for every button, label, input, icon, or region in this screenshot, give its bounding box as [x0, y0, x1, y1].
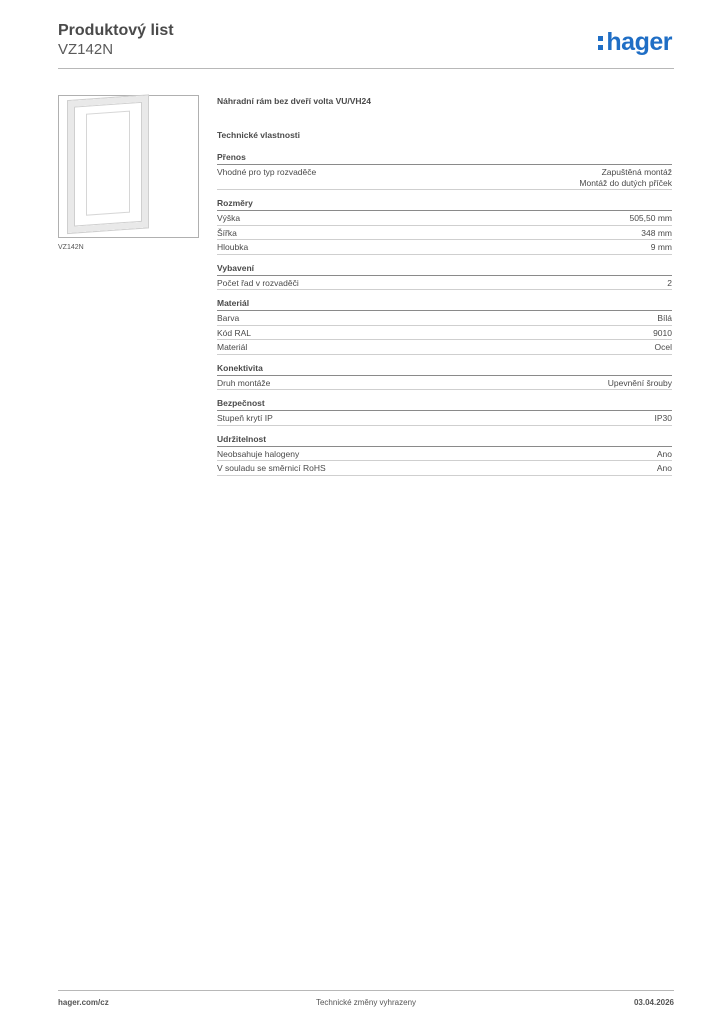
spec-group [217, 298, 672, 355]
hager-logo [598, 28, 672, 57]
spec-value: Ano [656, 448, 672, 459]
logo-dots-icon [598, 32, 604, 52]
spec-value: IP30 [654, 413, 672, 423]
spec-group [217, 263, 672, 291]
technical-properties-heading: Technické vlastnosti [217, 130, 300, 140]
product-image-caption: VZ142N [58, 244, 84, 251]
product-name: Náhradní rám bez dveří volta VU/VH24 [217, 96, 371, 106]
spec-row [217, 311, 672, 326]
spec-group [217, 363, 672, 391]
page-header [58, 20, 674, 68]
spec-row [217, 340, 672, 355]
spec-label: V souladu se směrnicí RoHS [217, 463, 326, 473]
spec-groups [217, 152, 672, 476]
spec-group-title: Materiál [217, 298, 672, 311]
spec-value: 348 mm [641, 227, 672, 238]
footer-website: hager.com/cz [58, 998, 109, 1007]
spec-row [217, 240, 672, 255]
spec-row [217, 211, 672, 226]
spec-value: Ocel [654, 342, 672, 352]
specifications [217, 96, 672, 484]
spec-group [217, 198, 672, 255]
spec-label: Neobsahuje halogeny [217, 448, 300, 459]
header-divider [58, 68, 674, 69]
document-title: Produktový list [58, 22, 174, 39]
spec-group-title: Konektivita [217, 363, 672, 376]
spec-row [217, 447, 672, 462]
frame-opening [86, 111, 130, 216]
spec-value: Bílá [657, 313, 672, 323]
spec-group-title: Přenos [217, 152, 672, 165]
spec-label: Barva [217, 313, 240, 323]
spec-row [217, 276, 672, 291]
spec-row [217, 326, 672, 341]
spec-label: Druh montáže [217, 377, 271, 388]
spec-group [217, 434, 672, 476]
product-image [58, 95, 199, 238]
footer-date: 03.04.2026 [633, 998, 674, 1007]
spec-label: Vhodné pro typ rozvaděče [217, 167, 317, 177]
spec-value: Ano [656, 463, 672, 473]
product-code: VZ142N [58, 41, 114, 58]
spec-value: 9 mm [650, 242, 672, 252]
spec-label: Šířka [217, 227, 237, 238]
logo-text: hager [606, 28, 672, 56]
spec-value: 9010 [653, 327, 672, 338]
frame-illustration [68, 95, 148, 233]
spec-label: Výška [217, 213, 241, 223]
spec-group-title: Bezpečnost [217, 398, 672, 411]
footer-divider [58, 990, 674, 991]
spec-row [217, 165, 672, 190]
spec-value: 505,50 mm [629, 213, 672, 223]
spec-label: Hloubka [217, 242, 249, 252]
spec-value: Upevnění šrouby [607, 377, 672, 388]
spec-label: Materiál [217, 342, 248, 352]
spec-group [217, 152, 672, 190]
footer-notice: Technické změny vyhrazeny [315, 998, 417, 1007]
spec-value: 2 [667, 277, 672, 288]
spec-value: Zapuštěná montáž Montáž do dutých příček [579, 167, 672, 188]
spec-group-title: Vybavení [217, 263, 672, 276]
spec-group-title: Udržitelnost [217, 434, 672, 447]
spec-group-title: Rozměry [217, 198, 672, 211]
spec-label: Kód RAL [217, 327, 252, 338]
spec-label: Počet řad v rozvaděči [217, 277, 299, 288]
spec-row [217, 461, 672, 476]
spec-row [217, 226, 672, 241]
spec-label: Stupeň krytí IP [217, 413, 273, 423]
spec-group [217, 398, 672, 426]
spec-row [217, 376, 672, 391]
spec-row [217, 411, 672, 426]
